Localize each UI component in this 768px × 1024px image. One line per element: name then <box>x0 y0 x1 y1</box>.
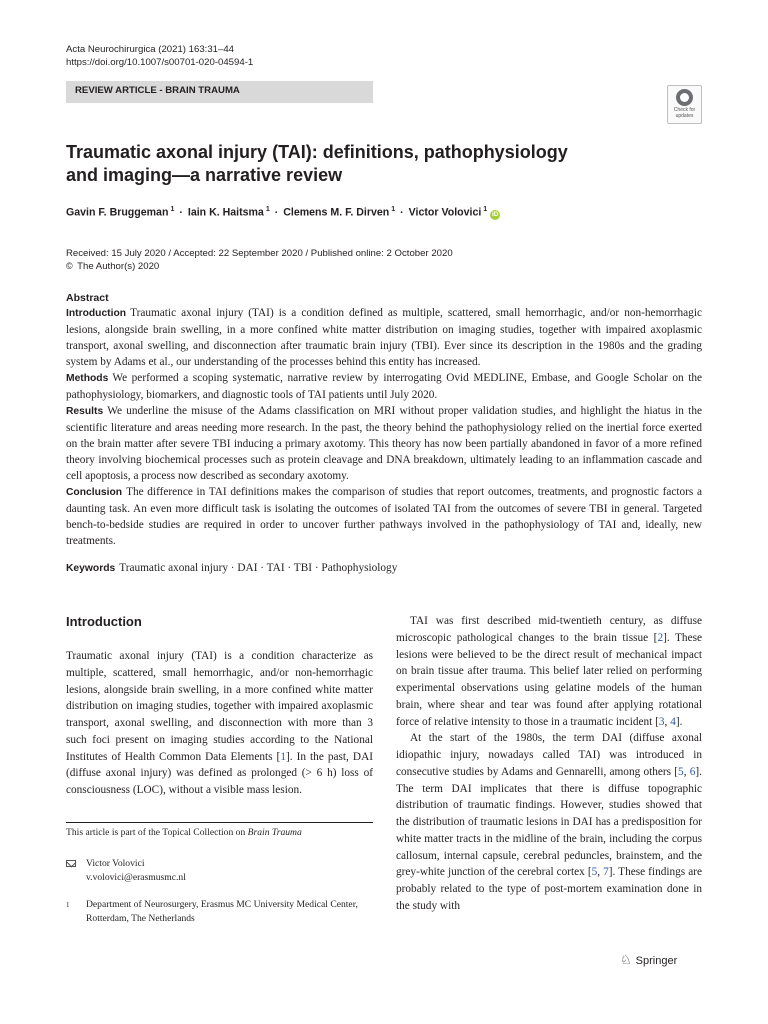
keywords-label: Keywords <box>66 563 116 574</box>
abstract-section-results <box>66 403 702 484</box>
right-column <box>396 613 702 915</box>
abstract-section-text: We underline the misuse of the Adams classification on MRI without proper validation studies, and highlight the hiatus in the scientific literature and areas needing more research. In the past, the theory behind the pathophysiology relied on the inertial force exerted on the brain matter after severe TBI inducing a primary axotomy. This theory has now been partially abandoned in favor of a more refined theory involving biochemical processes such as protein cleavage and DNA breakdown, ultimately leading to an inflammation cascade and cell apoptosis, a process now described as secondary axotomy. <box>66 405 702 482</box>
abstract-section-text: We performed a scoping systematic, narrative review by interrogating Ovid MEDLINE, Embase, and Google Scholar on the pathophysiology, biomarkers, and diagnostic tools of TAI patients until July 2020. <box>66 372 702 401</box>
abstract-section-introduction <box>66 305 702 370</box>
history-dates: Received: 15 July 2020 / Accepted: 22 September 2020 / Published online: 2 October 2020 <box>66 248 453 259</box>
corresponding-author-email[interactable]: v.volovici@erasmusmc.nl <box>86 872 186 883</box>
body-text-run: TAI was first described mid-twentieth century, as diffuse microscopic pathological changes to the brain tissue [ <box>396 615 702 644</box>
author-separator: · <box>179 206 183 219</box>
body-text-run: , <box>597 866 604 879</box>
keywords <box>66 562 397 574</box>
abstract-section-text: Traumatic axonal injury (TAI) is a condition defined as multiple, scattered, small hemorrhagic, and/or non-hemorrhagic lesions, alongside brain swelling, in a more confined white matter distribution on imaging studies, together with impaired axoplasmic transport, axonal swelling, and disconnection after traumatic brain injury (TBI). Ever since its description in the 1980s and the grading system by Adams et al., our understanding of the processes behind this entity has increased. <box>66 307 702 368</box>
body-text-run: ]. <box>675 715 683 728</box>
affiliation-marker[interactable]: 1 <box>170 206 175 213</box>
crossmark-label: Check for updates <box>673 107 696 119</box>
introduction-paragraph-3 <box>396 730 702 914</box>
title-line-1: Traumatic axonal injury (TAI): definitions, pathophysiology <box>66 142 568 162</box>
affiliation-marker[interactable]: 1 <box>265 206 270 213</box>
copyright-icon: © <box>66 261 73 271</box>
citation-link[interactable]: 6 <box>689 765 696 778</box>
copyright-line: © The Author(s) 2020 <box>66 261 160 272</box>
author-name[interactable]: Victor Volovici <box>408 206 482 219</box>
citation-link[interactable]: 5 <box>678 765 684 778</box>
author-name[interactable]: Clemens M. F. Dirven <box>283 206 390 219</box>
orcid-icon[interactable]: iD <box>491 210 499 218</box>
affiliation-number: 1 <box>66 901 70 909</box>
mail-icon <box>66 860 76 867</box>
body-text-run: At the start of the 1980s, the term DAI (diffuse axonal idiopathic injury, nowadays called TAI) was introduced in consecutive studies by Adams and Gennarelli, among others [ <box>396 732 702 778</box>
crossmark-badge[interactable] <box>667 85 702 124</box>
author-name[interactable]: Gavin F. Bruggeman <box>66 206 169 219</box>
abstract-section-text: The difference in TAI definitions makes the comparison of studies that report outcomes, treatments, and prognostic factors a daunting task. An even more difficult task is isolating the outcomes of isolated TAI from the outcomes of severe TBI in general. Targeted bench-to-bedside studies are required in order to uncover further pathways involved in the pathophysiology of TAI and, ideally, new treatments. <box>66 486 702 547</box>
author-separator: · <box>400 206 404 219</box>
keywords-list: Traumatic axonal injury · DAI · TAI · TBI · Pathophysiology <box>119 562 398 574</box>
citation-link[interactable]: 2 <box>657 631 664 644</box>
publisher-name: Springer <box>635 955 678 967</box>
citation-link[interactable]: 4 <box>670 715 676 728</box>
journal-citation: Acta Neurochirurgica (2021) 163:31–44 <box>66 44 234 55</box>
article-category: REVIEW ARTICLE - BRAIN TRAUMA <box>75 85 240 96</box>
article-category-bar <box>66 81 373 103</box>
crossmark-icon <box>676 89 693 106</box>
doi-link[interactable]: https://doi.org/10.1007/s00701-020-04594-1 <box>66 57 254 68</box>
body-text-run: Traumatic axonal injury (TAI) is a condition characterize as multiple, scattered, small hemorrhagic, and/or non-hemorrhagic lesions, alongside brain swelling, in a more confined white matter distribution on imaging studies, together with impaired axoplasmic transport, axonal swelling, and disconnection with more than 3 such foci present on imaging studies according to the National Institutes of Health Common Data Elements [ <box>66 650 373 763</box>
body-text-run: ]. In the past, DAI (diffuse axonal injury) was defined as prolonged (> 6 h) loss of consciousness (LOC), without a visible mass lesion. <box>66 750 373 796</box>
citation-link[interactable]: 3 <box>658 715 665 728</box>
abstract-section-label: Introduction <box>66 308 127 319</box>
citation-link[interactable]: 1 <box>280 750 286 763</box>
footnote-divider <box>66 822 373 823</box>
introduction-paragraph-1 <box>66 648 373 799</box>
corresponding-author-name: Victor Volovici <box>86 858 145 869</box>
journal-info <box>66 43 253 69</box>
citation-link[interactable]: 5 <box>591 866 598 879</box>
affiliation-text: Department of Neurosurgery, Erasmus MC University Medical Center, Rotterdam, The Netherlands <box>86 899 358 924</box>
article-title <box>66 141 626 187</box>
publisher-logo <box>620 952 677 968</box>
affiliation-marker[interactable]: 1 <box>391 206 396 213</box>
affiliation-marker[interactable]: 1 <box>483 206 488 213</box>
abstract-section-conclusion <box>66 484 702 549</box>
body-text-run: , <box>683 765 690 778</box>
body-text-run: ]. The term DAI implicates that there is diffuse topographic distribution of traumatic findings. However, studies showed that the distribution of traumatic lesions in DAI has a predisposition for white matter tracts in the midline of the brain, including the corpus callosum, internal capsule, cerebral peduncles, brainstem, and the grey-white junction of the cerebral cortex [ <box>396 765 702 879</box>
abstract-heading: Abstract <box>66 292 109 304</box>
body-text-run: , <box>664 715 671 728</box>
abstract-section-label: Conclusion <box>66 487 123 498</box>
citation-link[interactable]: 7 <box>603 866 609 879</box>
introduction-paragraph-2 <box>396 613 702 730</box>
title-line-2: and imaging—a narrative review <box>66 165 343 185</box>
body-text-run: ]. These findings are probably related to the type of post-mortem examination done in the study with <box>396 866 703 912</box>
author-separator: · <box>274 206 279 219</box>
abstract-section-methods <box>66 370 702 403</box>
body-text-run: ]. These lesions were believed to be the direct result of mechanical impact on brain tissue after trauma. This belief later relied on performing experimental observations using gelatine models of the human brain, where shear and tear was found after applying rotational force of relative intensity to those in a traumatic incident [ <box>396 631 702 728</box>
abstract-section-label: Methods <box>66 373 109 384</box>
left-column <box>66 613 373 799</box>
topical-collection-name: Brain Trauma <box>247 827 302 838</box>
topical-collection-note: This article is part of the Topical Collection on Brain Trauma <box>66 827 302 838</box>
abstract-section-label: Results <box>66 406 104 417</box>
author-name[interactable]: Iain K. Haitsma <box>187 206 264 219</box>
springer-horse-icon: ♘ <box>620 952 632 967</box>
abstract <box>66 291 702 549</box>
introduction-heading: Introduction <box>66 614 142 629</box>
publication-dates <box>66 247 453 273</box>
author-list <box>66 206 500 220</box>
